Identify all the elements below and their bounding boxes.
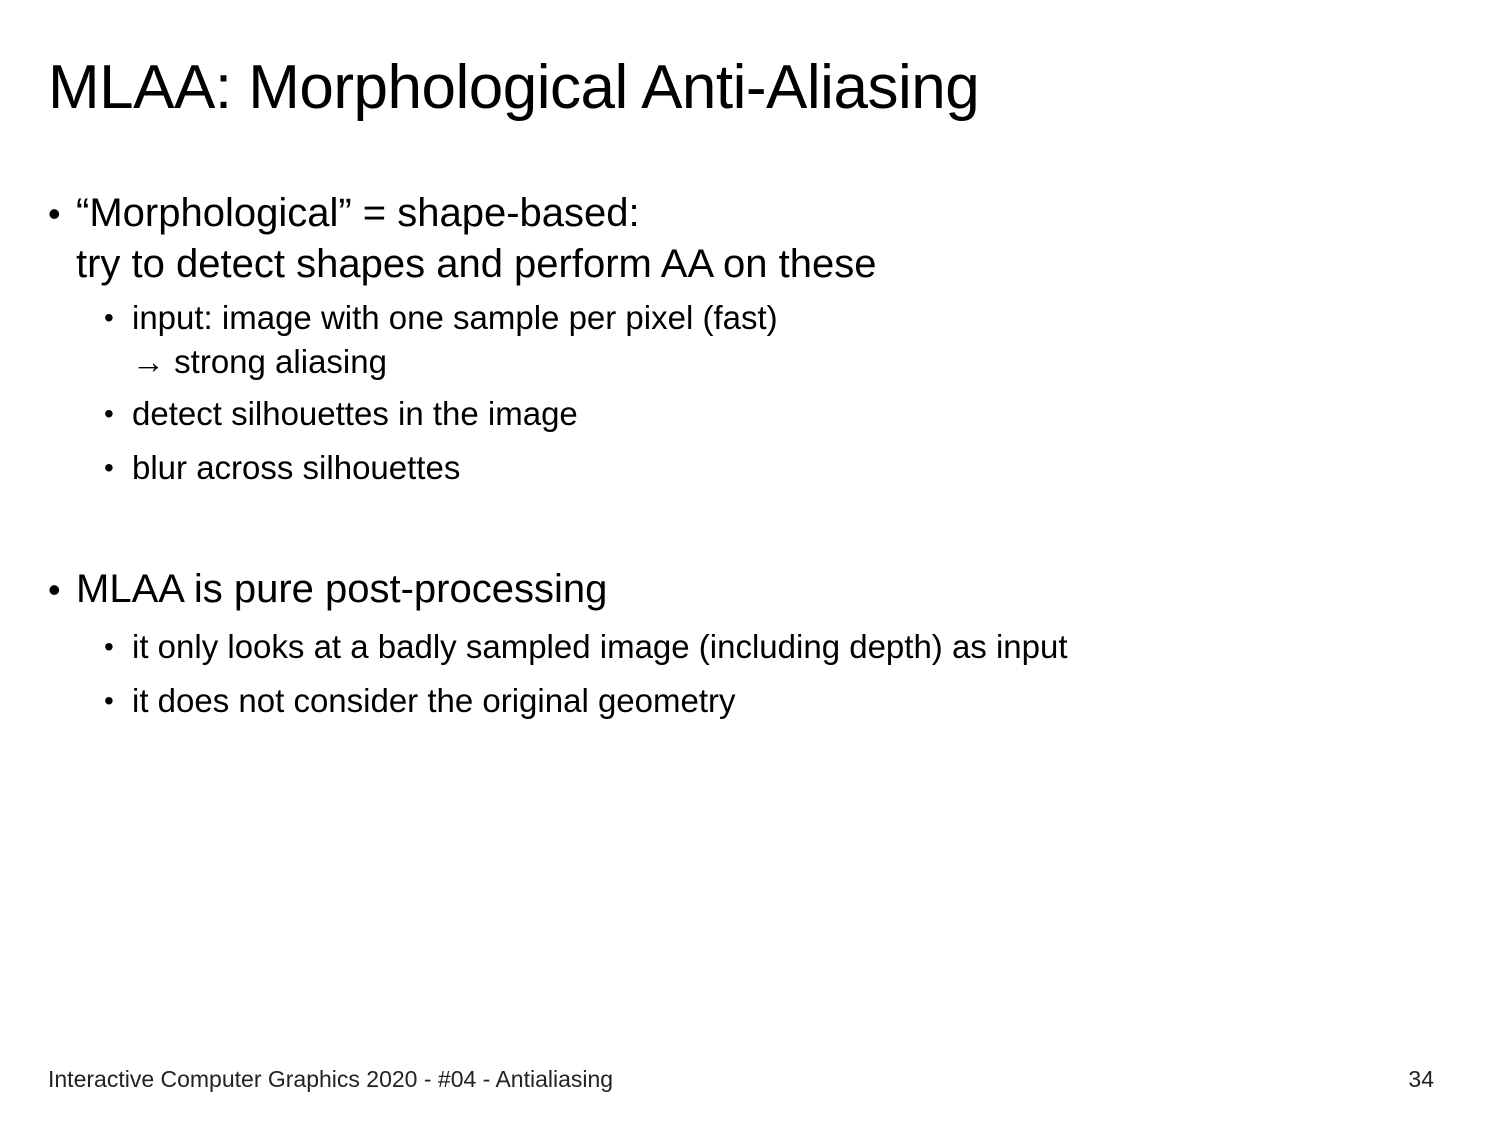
footer-text: Interactive Computer Graphics 2020 - #04 - Antialiasing [48, 1066, 614, 1092]
subbullet-icon: • [104, 631, 114, 662]
bullet-text-line: “Morphological” = shape-based: [76, 191, 640, 235]
subbullet-detect-silhouettes [104, 392, 1438, 436]
bullet-morphological [48, 188, 1438, 290]
subbullet-icon: • [104, 685, 114, 716]
subbullet-text-line: input: image with one sample per pixel (fast) [132, 299, 778, 336]
subbullet-text-line: it does not consider the original geometry [132, 682, 736, 719]
page-number: 34 [1408, 1066, 1434, 1092]
subbullet-text-line: blur across silhouettes [132, 449, 461, 486]
subbullet-text-line: detect silhouettes in the image [132, 395, 578, 432]
subbullet-blur-silhouettes [104, 446, 1438, 490]
subbullet-badly-sampled [104, 625, 1438, 669]
subbullet-text-line: it only looks at a badly sampled image (including depth) as input [132, 628, 1068, 665]
subbullet-icon: • [104, 302, 114, 333]
subbullet-icon: • [104, 398, 114, 429]
slide-content [48, 188, 1438, 723]
subbullet-icon: • [104, 452, 114, 483]
subbullet-text-line: → strong aliasing [132, 343, 387, 380]
bullet-icon: • [48, 569, 61, 610]
subbullet-original-geometry [104, 679, 1438, 723]
subbullet-input [104, 296, 1438, 384]
bullet-text-line: try to detect shapes and perform AA on these [76, 242, 877, 286]
bullet-text-line: MLAA is pure post-processing [76, 567, 608, 611]
slide-title: MLAA: Morphological Anti-Aliasing [48, 53, 980, 122]
bullet-icon: • [48, 193, 61, 234]
bullet-post-processing [48, 564, 1438, 615]
